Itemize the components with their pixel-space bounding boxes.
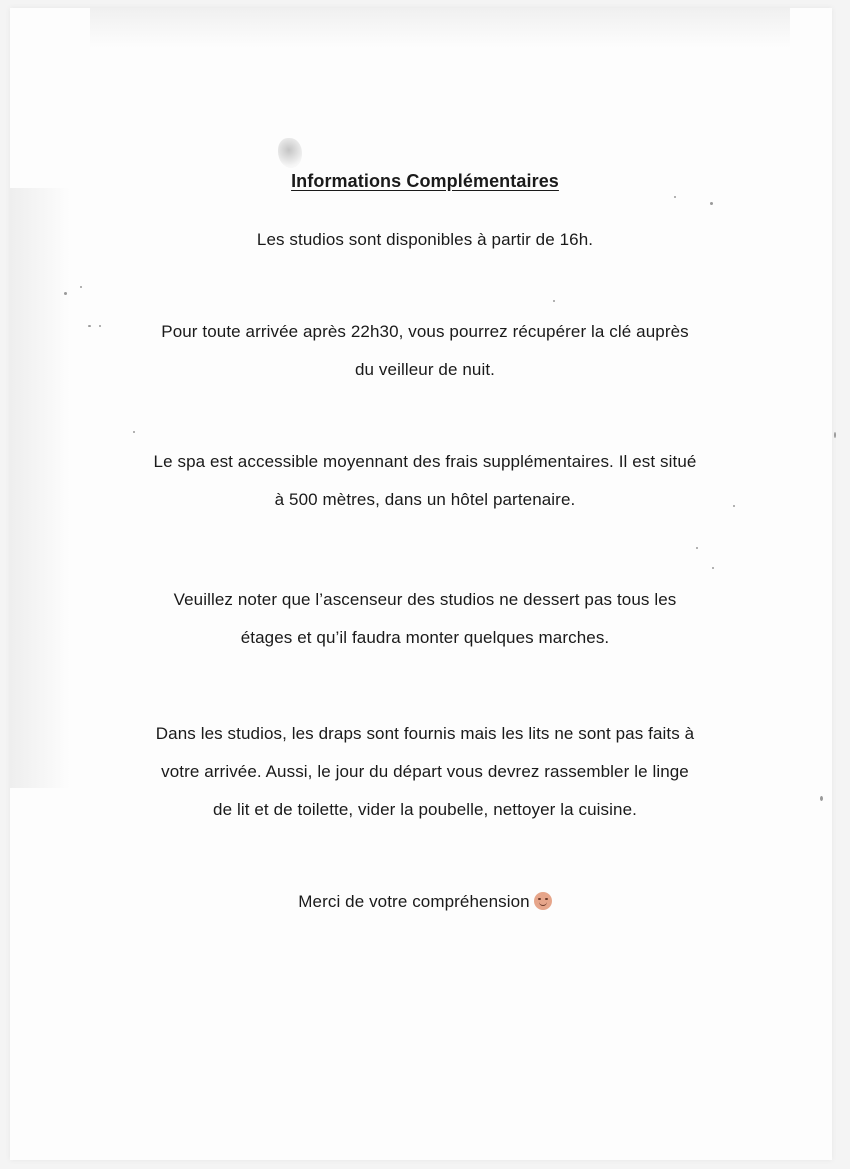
scan-speck bbox=[99, 325, 101, 327]
scan-speck bbox=[553, 300, 555, 302]
paragraph-line: étages et qu’il faudra monter quelques marches. bbox=[240, 628, 610, 647]
scan-smudge bbox=[278, 138, 302, 168]
scan-speck bbox=[820, 796, 823, 801]
paragraph-line: Veuillez noter que l’ascenseur des studios ne dessert pas tous les bbox=[173, 590, 677, 609]
scan-speck bbox=[674, 196, 676, 198]
closing-line bbox=[0, 883, 850, 921]
paragraph-spa bbox=[0, 443, 850, 519]
page-title: Informations Complémentaires bbox=[291, 171, 559, 191]
scan-speck bbox=[88, 325, 91, 327]
paragraph-linens bbox=[0, 715, 850, 829]
paragraph-elevator bbox=[0, 581, 850, 657]
scan-speck bbox=[834, 432, 836, 438]
paragraph-late-arrival bbox=[0, 313, 850, 389]
paragraph-line: de lit et de toilette, vider la poubelle, nettoyer la cuisine. bbox=[213, 800, 637, 819]
scan-speck bbox=[710, 202, 713, 205]
paragraph-line: Pour toute arrivée après 22h30, vous pourrez récupérer la clé auprès bbox=[161, 322, 689, 341]
smiling-face-emoji-icon bbox=[534, 892, 552, 910]
paragraph-line: à 500 mètres, dans un hôtel partenaire. bbox=[274, 490, 576, 509]
scan-shadow-top bbox=[90, 8, 790, 48]
scan-speck bbox=[712, 567, 714, 569]
paragraph-line: Les studios sont disponibles à partir de 16h. bbox=[256, 230, 594, 249]
scan-speck bbox=[696, 547, 698, 549]
paragraph-line: Le spa est accessible moyennant des frais supplémentaires. Il est situé bbox=[153, 452, 697, 471]
paragraph-line: Dans les studios, les draps sont fournis mais les lits ne sont pas faits à bbox=[155, 724, 695, 743]
scan-speck bbox=[733, 505, 735, 507]
scan-speck bbox=[80, 286, 82, 288]
closing-text: Merci de votre compréhension bbox=[298, 892, 530, 911]
paragraph-line: votre arrivée. Aussi, le jour du départ vous devrez rassembler le linge bbox=[161, 762, 689, 781]
scan-speck bbox=[64, 292, 67, 295]
paragraph-availability bbox=[0, 221, 850, 259]
paragraph-line: du veilleur de nuit. bbox=[355, 360, 495, 379]
scan-speck bbox=[133, 431, 135, 433]
